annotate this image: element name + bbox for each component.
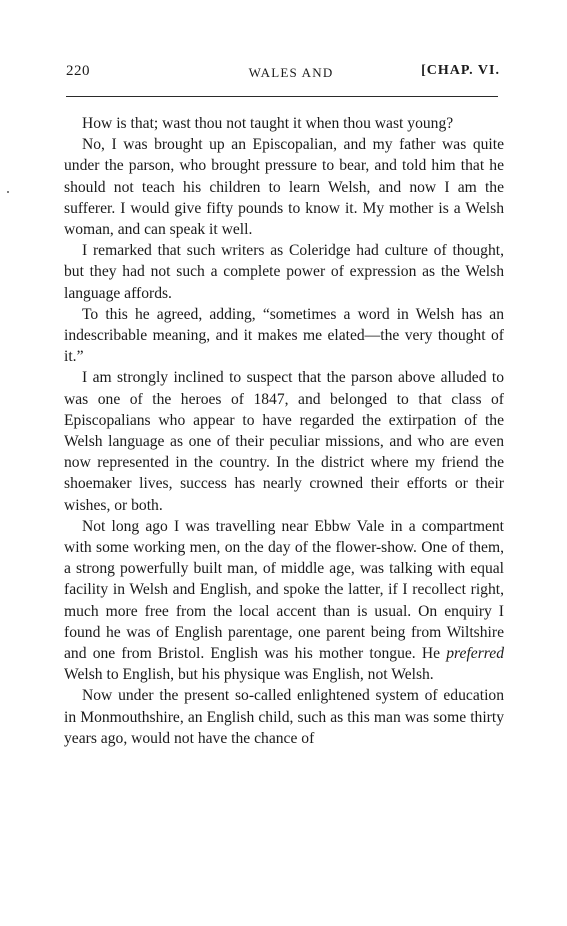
paragraph: No, I was brought up an Episcopalian, and my father was quite under the parson, who brought pressure to bear, and told him that he should not teach his children to learn Welsh, and now I am the sufferer. I would give fifty pounds to know it. My mother is a Welsh woman, and can speak it well. bbox=[64, 136, 504, 239]
body-text bbox=[64, 113, 504, 749]
paragraph-text: Not long ago I was travelling near Ebbw Vale in a compartment with some working men, on the day of the flower-show. One of them, a strong powerfully built man, of middle age, was talking with equal facility in Welsh and English, and spoke the latter, if I recollect right, much more free from the local accent than is usual. On enquiry I found he was of English parentage, one parent being from Wiltshire and one from Bristol. English was his mother tongue. He bbox=[64, 517, 504, 663]
page-header bbox=[66, 63, 500, 85]
paragraph-text: Welsh to English, but his physique was English, not Welsh. bbox=[64, 666, 434, 684]
paragraph: Now under the present so-called enlightened system of education in Monmouthshire, an English child, such as this man was some thirty years ago, would not have the chance of bbox=[64, 687, 504, 747]
paragraph: I remarked that such writers as Coleridge had culture of thought, but they had not such a complete power of expression as the Welsh language affords. bbox=[64, 242, 504, 302]
paragraph bbox=[64, 516, 504, 686]
print-speck bbox=[7, 191, 9, 193]
chapter-reference: [CHAP. VI. bbox=[421, 63, 500, 78]
header-rule bbox=[66, 96, 498, 97]
paragraph: I am strongly inclined to suspect that the parson above alluded to was one of the heroes of 1847, and belonged to that class of Episcopalians who appear to have regarded the extirpation of the Welsh language as one of their peculiar missions, and who are even now represented in the country. In the district where my friend the shoemaker lives, success has nearly crowned their efforts or their wishes, or both. bbox=[64, 369, 504, 514]
running-title: WALES AND bbox=[248, 65, 334, 80]
paragraph: How is that; wast thou not taught it when thou wast young? bbox=[82, 115, 454, 132]
page-number: 220 bbox=[66, 63, 90, 79]
emphasized-word: preferred bbox=[446, 645, 504, 663]
paragraph: To this he agreed, adding, “sometimes a word in Welsh has an indescribable meaning, and it makes me elated—the very thought of it.” bbox=[64, 305, 504, 366]
